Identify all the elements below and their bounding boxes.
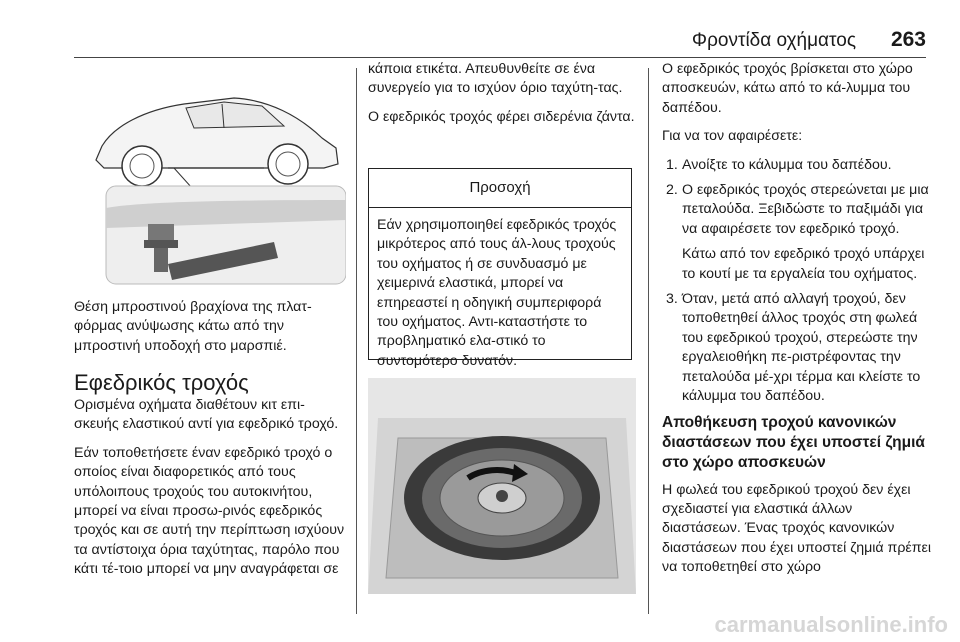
warning-box — [368, 168, 632, 369]
jacking-point-illustration — [74, 68, 346, 294]
step-number: 1. — [666, 156, 678, 173]
subsection-heading: Αποθήκευση τροχού κανονικών διαστάσεων που έχει υποστεί ζημιά στο χώρο αποσκευών — [662, 413, 925, 471]
column-divider — [648, 68, 649, 614]
list-item — [662, 156, 932, 175]
paragraph: Για να τον αφαιρέσετε: — [662, 128, 803, 145]
watermark: carmanualsonline.info — [714, 612, 948, 637]
paragraph: Η φωλεά του εφεδρικού τροχού δεν έχει σχεδιαστεί για ελαστικά άλλων διαστάσεων. Ένας τροχός κανονικών διαστάσεων που έχει υποστεί ζημιά πρέπει να τοποθετηθεί στο χώρο — [662, 481, 932, 576]
step-number: 2. — [666, 182, 678, 199]
warning-title: Προσοχή — [369, 169, 631, 208]
column-divider — [356, 68, 357, 614]
paragraph: Ο εφεδρικός τροχός φέρει σιδερένια ζάντα. — [368, 108, 635, 125]
step-note: Κάτω από τον εφεδρικό τροχό υπάρχει το κουτί με τα εργαλεία του οχήματος. — [682, 246, 925, 282]
section-heading: Εφεδρικός τροχός — [74, 370, 249, 395]
steps-list — [662, 156, 932, 407]
page-header — [74, 28, 926, 58]
warning-text: Εάν χρησιμοποιηθεί εφεδρικός τροχός μικρότερος από τους άλ-λους τροχούς του οχήματος ή σε συνδυασμό με χειμερινά ελαστικά, μπορεί να επηρεαστεί η οδηγική συμπεριφορά του οχήματος. Αντι-καταστήστε το προβληματικό ελα-στικό το συντομότερο δυνατόν. — [377, 217, 617, 369]
spare-wheel-illustration — [368, 378, 636, 594]
header-rule — [74, 57, 926, 58]
step-text: Ανοίξτε το κάλυμμα του δαπέδου. — [682, 156, 892, 173]
step-number: 3. — [666, 291, 678, 308]
page-number: 263 — [890, 28, 926, 51]
paragraph: Εάν τοποθετήσετε έναν εφεδρικό τροχό ο οποίος είναι διαφορετικός από τους υπόλοιπους τροχούς του αυτοκινήτου, μπορεί να είναι προσω-ρινός εφεδρικός τροχός και σε αυτή την περίπτωση ισχύουν τα αντίστοιχα όρια ταχύτητας, παρόλο που κάτι τέ-τοιο μπορεί να μην αναγράφεται σε — [74, 444, 345, 578]
paragraph: Ο εφεδρικός τροχός βρίσκεται στο χώρο αποσκευών, κάτω από το κά-λυμμα του δαπέδου. — [662, 61, 913, 116]
step-text: Όταν, μετά από αλλαγή τροχού, δεν τοποθετηθεί άλλος τροχός στη φωλεά του εφεδρικού τροχού, στερεώστε την εργαλειοθήκη πε-ριστρέφοντας την πεταλούδα μέ-χρι τέρμα και κλείστε το κάλυμμα του δαπέδου. — [682, 291, 921, 405]
section-title: Φροντίδα οχήματος — [691, 30, 856, 51]
paragraph: κάποια ετικέτα. Απευθυνθείτε σε ένα συνεργείο για το ισχύον όριο ταχύτη-τας. — [368, 61, 623, 97]
step-text: Ο εφεδρικός τροχός στερεώνεται με μια πεταλούδα. Ξεβιδώστε το παξιμάδι για να αφαιρέσετε τον εφεδρικό τροχό. — [682, 182, 929, 237]
paragraph: Ορισμένα οχήματα διαθέτουν κιτ επι-σκευής ελαστικού αντί για εφεδρικό τροχό. — [74, 397, 339, 433]
figure-caption: Θέση μπροστινού βραχίονα της πλατ-φόρμας ανύψωσης κάτω από την μπροστινή υποδοχή στο μαρσπιέ. — [74, 299, 312, 354]
list-item — [662, 290, 932, 406]
list-item — [662, 181, 932, 284]
